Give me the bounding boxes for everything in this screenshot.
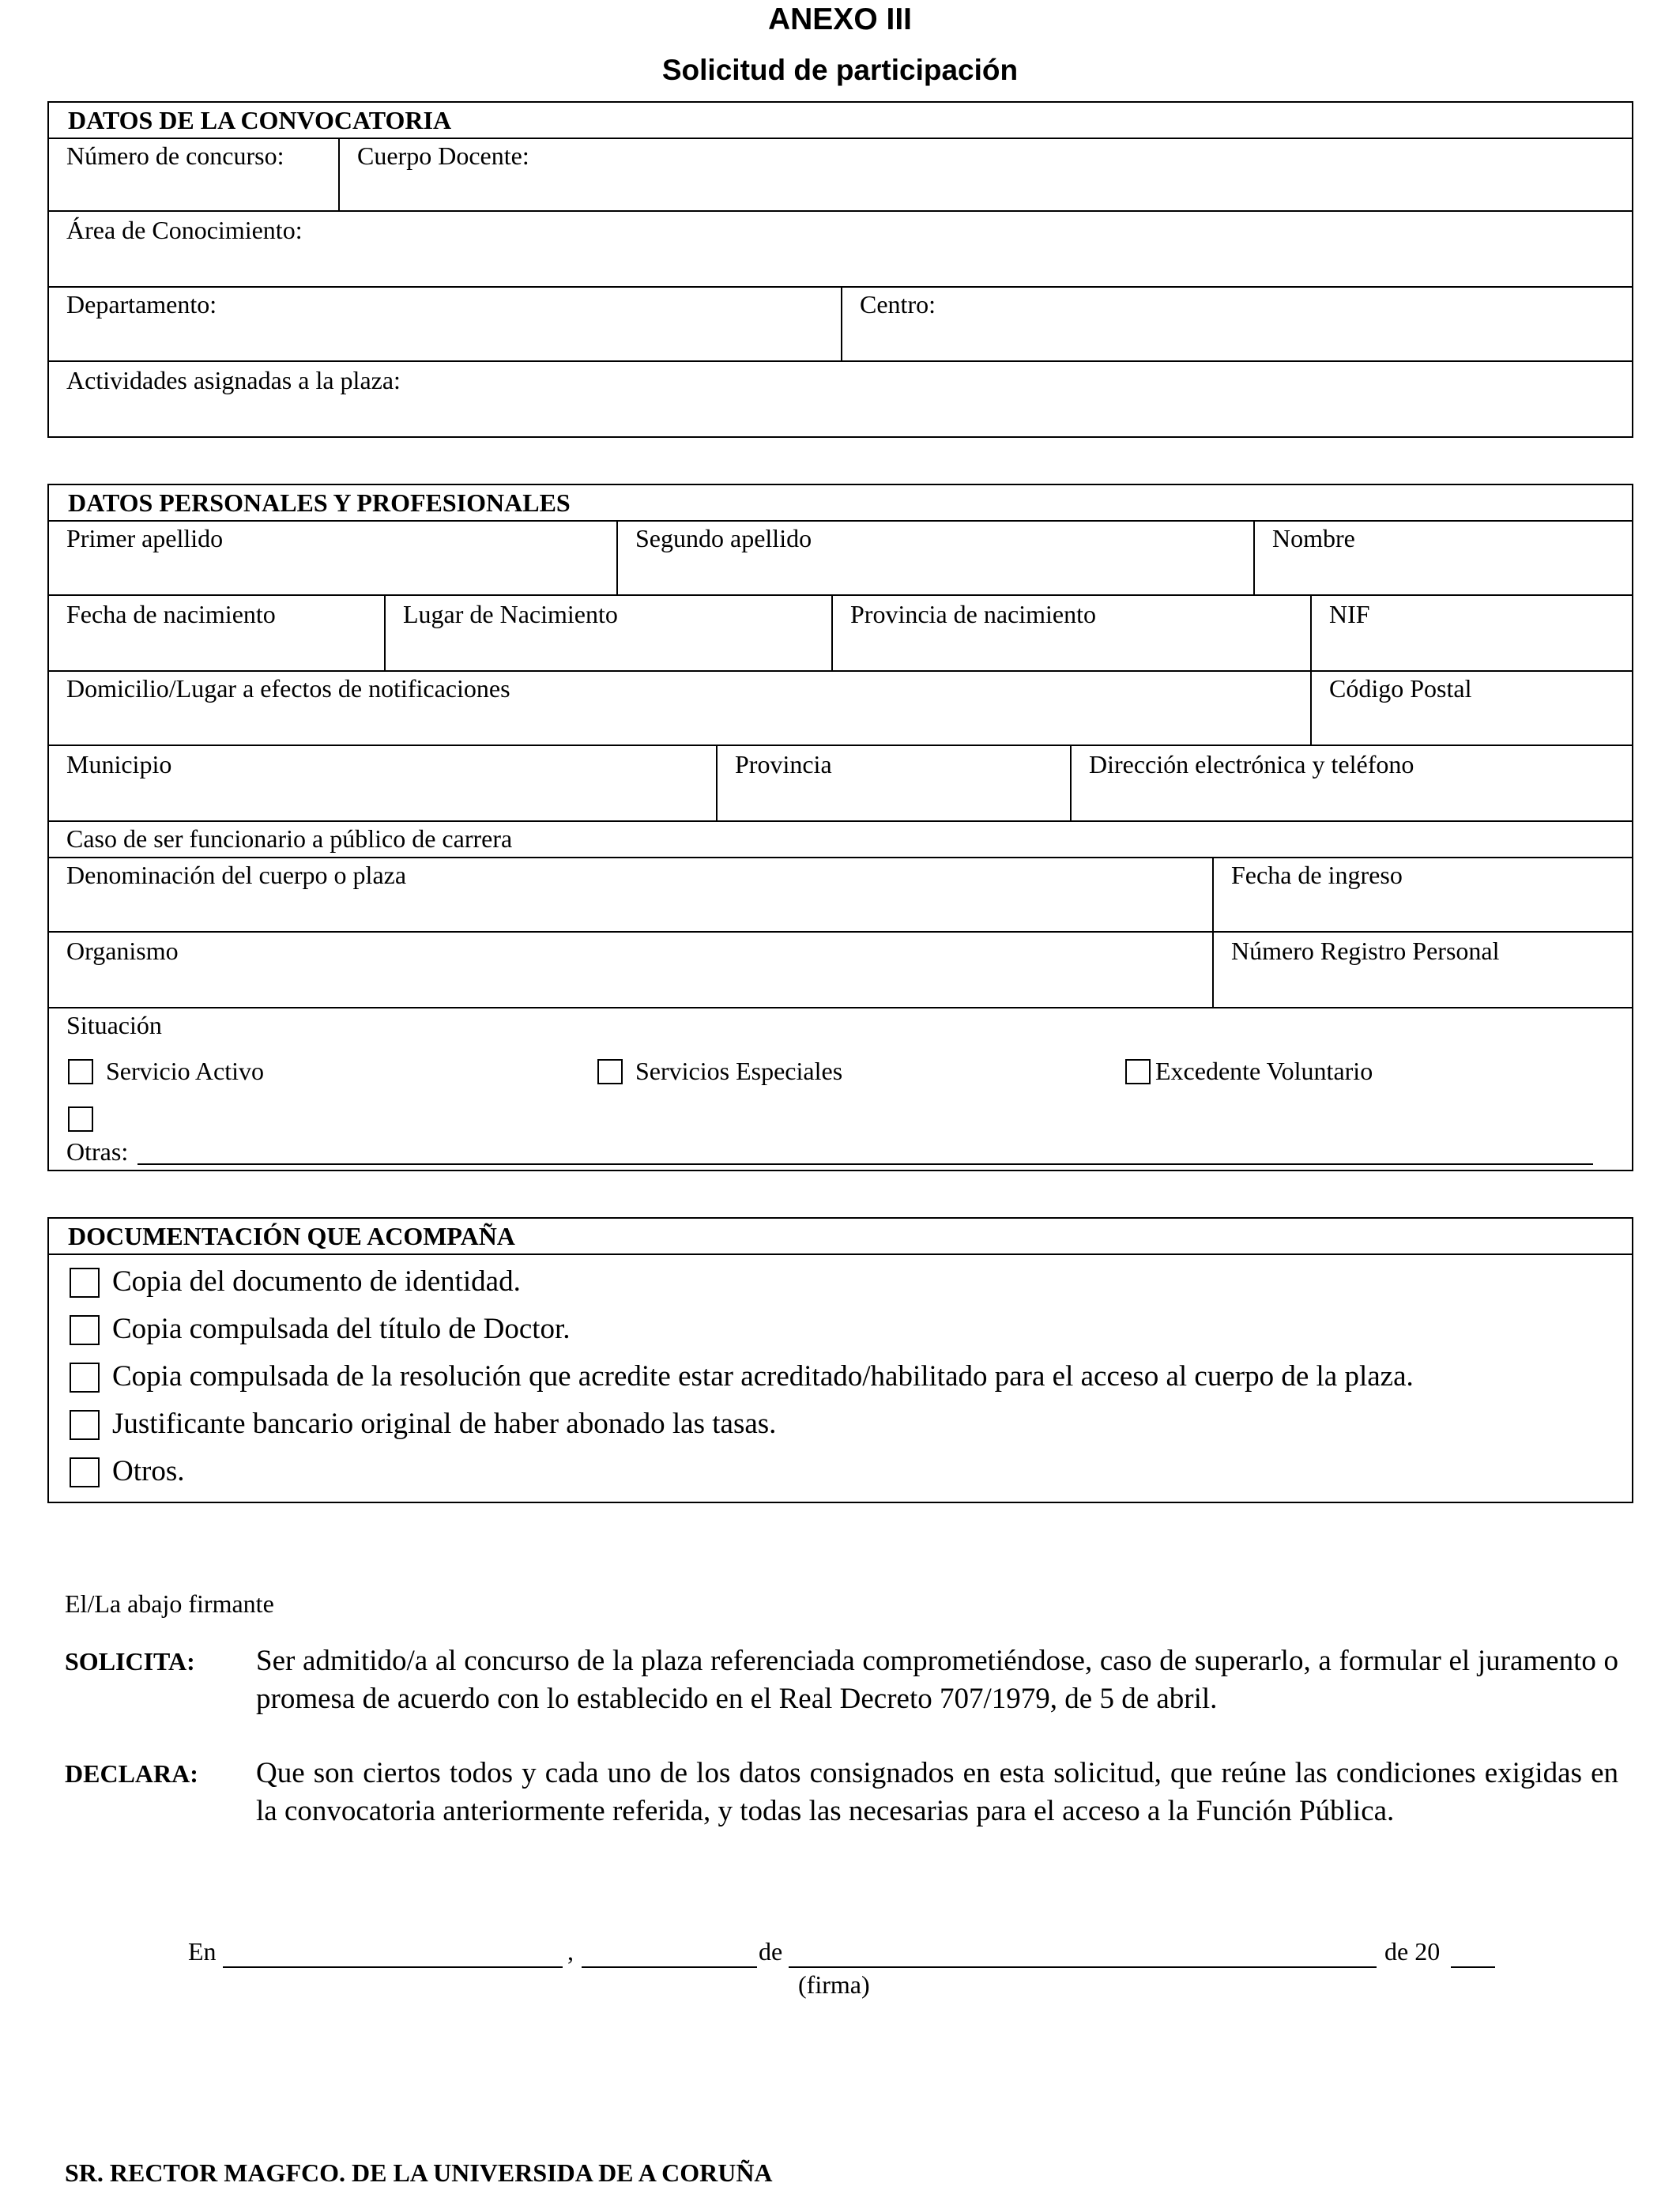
doc-titulo-doctor-checkbox[interactable]	[70, 1315, 100, 1345]
centro-field[interactable]: Centro:	[860, 290, 936, 319]
lugar-nacimiento-field[interactable]: Lugar de Nacimiento	[403, 600, 618, 628]
denominacion-cuerpo-field[interactable]: Denominación del cuerpo o plaza	[66, 861, 407, 889]
documentacion-section-title: DOCUMENTACIÓN QUE ACOMPAÑA	[68, 1222, 515, 1250]
firma-en-label: En	[188, 1937, 217, 1966]
provincia-field[interactable]: Provincia	[735, 750, 832, 778]
cuerpo-docente-field[interactable]: Cuerpo Docente:	[357, 141, 529, 170]
divider	[49, 210, 1632, 212]
direccion-electronica-field[interactable]: Dirección electrónica y teléfono	[1089, 750, 1414, 778]
servicios-especiales-checkbox[interactable]	[597, 1059, 623, 1084]
organismo-field[interactable]: Organismo	[66, 937, 179, 965]
fecha-nacimiento-field[interactable]: Fecha de nacimiento	[66, 600, 276, 628]
doc-otros-label: Otros.	[112, 1455, 185, 1487]
declara-label: DECLARA:	[65, 1759, 198, 1788]
primer-apellido-field[interactable]: Primer apellido	[66, 524, 224, 552]
otras-input-line[interactable]	[137, 1163, 1593, 1165]
divider	[841, 286, 842, 360]
doc-resolucion-label: Copia compulsada de la resolución que acredite estar acreditado/habilitado para el acceso al cuerpo de la plaza.	[112, 1360, 1414, 1393]
doc-otros-checkbox[interactable]	[70, 1457, 100, 1487]
servicio-activo-label: Servicio Activo	[106, 1057, 264, 1085]
lugar-input-line[interactable]	[223, 1966, 563, 1968]
solicita-text: Ser admitido/a al concurso de la plaza referenciada comprometiéndose, caso de superarlo, a formular el juramento o promesa de acuerdo con lo establecido en el Real Decreto 707/1979, de 5 de abril.	[256, 1645, 1618, 1715]
numero-registro-field[interactable]: Número Registro Personal	[1231, 937, 1500, 965]
excedente-voluntario-checkbox[interactable]	[1125, 1059, 1151, 1084]
divider	[49, 360, 1632, 362]
documentacion-section	[47, 1217, 1633, 1503]
departamento-field[interactable]: Departamento:	[66, 290, 217, 319]
doc-identidad-checkbox[interactable]	[70, 1268, 100, 1298]
firma-de-20-label: de 20	[1384, 1937, 1441, 1966]
codigo-postal-field[interactable]: Código Postal	[1329, 674, 1472, 703]
otras-label: Otras:	[66, 1137, 129, 1166]
doc-resolucion-checkbox[interactable]	[70, 1363, 100, 1393]
anio-input-line[interactable]	[1451, 1966, 1495, 1968]
doc-titulo-doctor-label: Copia compulsada del título de Doctor.	[112, 1313, 571, 1345]
situacion-label: Situación	[66, 1011, 162, 1039]
mes-input-line[interactable]	[789, 1966, 1377, 1968]
segundo-apellido-field[interactable]: Segundo apellido	[635, 524, 812, 552]
municipio-field[interactable]: Municipio	[66, 750, 172, 778]
declara-text: Que son ciertos todos y cada uno de los datos consignados en esta solicitud, que reúne las condiciones exigidas en la convocatoria anteriormente referida, y todas las necesarias para el acceso a la Función Pública.	[256, 1757, 1618, 1827]
divider	[338, 138, 340, 210]
firma-de-label: de	[759, 1937, 783, 1966]
convocatoria-section-title: DATOS DE LA CONVOCATORIA	[68, 106, 452, 134]
personales-section	[47, 484, 1633, 1171]
firma-label: (firma)	[798, 1970, 870, 1999]
nif-field[interactable]: NIF	[1329, 600, 1370, 628]
fecha-ingreso-field[interactable]: Fecha de ingreso	[1231, 861, 1403, 889]
numero-concurso-field[interactable]: Número de concurso:	[66, 141, 284, 170]
area-conocimiento-field[interactable]: Área de Conocimiento:	[66, 216, 303, 244]
page-subtitle: Solicitud de participación	[661, 54, 1019, 86]
nombre-field[interactable]: Nombre	[1272, 524, 1355, 552]
provincia-nacimiento-field[interactable]: Provincia de nacimiento	[850, 600, 1097, 628]
dia-input-line[interactable]	[582, 1966, 757, 1968]
personales-section-title: DATOS PERSONALES Y PROFESIONALES	[68, 488, 571, 517]
firmante-label: El/La abajo firmante	[65, 1589, 274, 1618]
domicilio-field[interactable]: Domicilio/Lugar a efectos de notificaciones	[66, 674, 510, 703]
otras-checkbox[interactable]	[68, 1106, 93, 1132]
actividades-field[interactable]: Actividades asignadas a la plaza:	[66, 366, 401, 394]
excedente-voluntario-label: Excedente Voluntario	[1155, 1057, 1373, 1085]
servicios-especiales-label: Servicios Especiales	[635, 1057, 843, 1085]
doc-justificante-label: Justificante bancario original de haber abonado las tasas.	[112, 1408, 777, 1440]
caso-funcionario-label: Caso de ser funcionario a público de carrera	[66, 824, 513, 853]
convocatoria-section	[47, 101, 1633, 438]
firma-comma: ,	[567, 1937, 574, 1966]
solicita-label: SOLICITA:	[65, 1647, 195, 1676]
doc-justificante-checkbox[interactable]	[70, 1410, 100, 1440]
servicio-activo-checkbox[interactable]	[68, 1059, 93, 1084]
divider	[49, 138, 1632, 139]
doc-identidad-label: Copia del documento de identidad.	[112, 1265, 521, 1298]
destinatario-label: SR. RECTOR MAGFCO. DE LA UNIVERSIDA DE A CORUÑA	[65, 2158, 773, 2187]
page-title: ANEXO III	[767, 2, 913, 36]
